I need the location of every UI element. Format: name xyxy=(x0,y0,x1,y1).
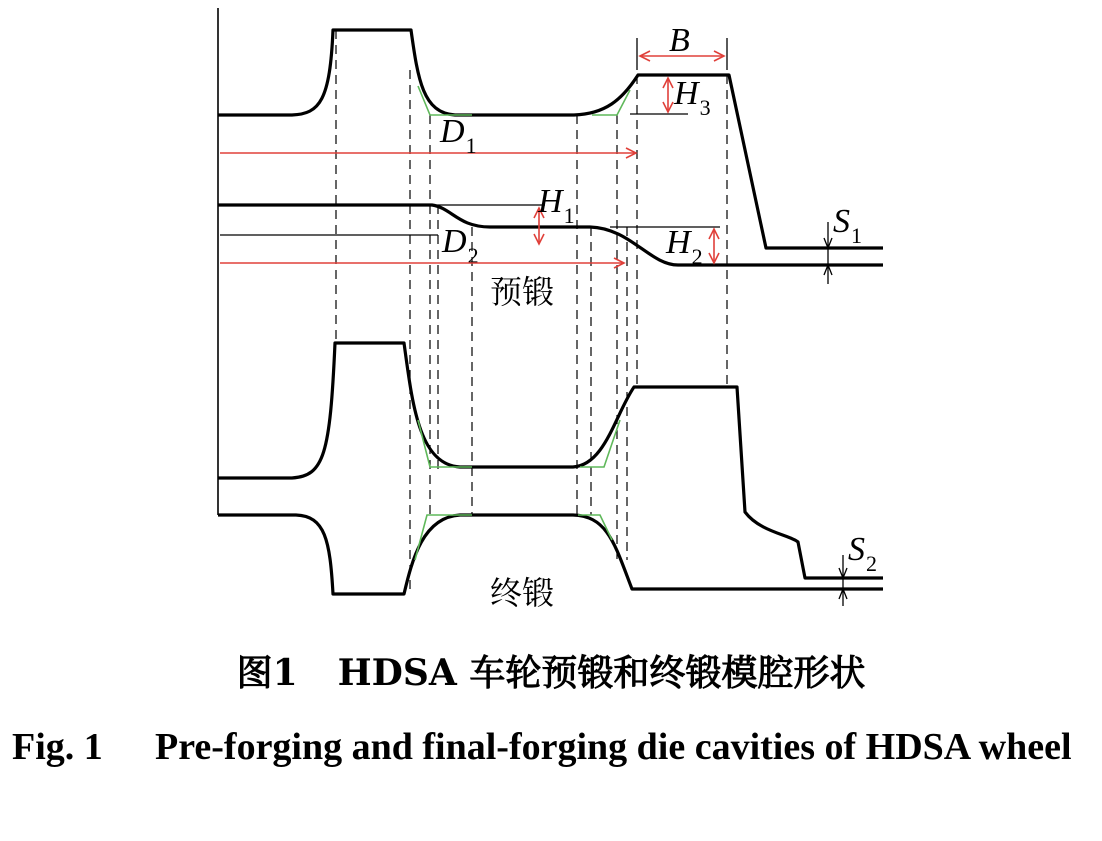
caption-english-number: Fig. 1 xyxy=(12,726,103,768)
label-s1: S1 xyxy=(833,203,862,248)
label-h2: H2 xyxy=(666,224,703,269)
caption-chinese-title: HDSA 车轮预锻和终锻模腔形状 xyxy=(337,652,866,694)
label-b: B xyxy=(669,22,690,59)
caption-chinese-number: 图1 xyxy=(236,652,298,694)
final-forging-upper-die-outline xyxy=(218,343,883,578)
label-s2: S2 xyxy=(848,531,877,576)
caption-english-title: Pre-forging and final-forging die cavities of HDSA wheel xyxy=(155,726,1072,768)
label-h1: H1 xyxy=(538,183,575,228)
preforging-label: 预锻 xyxy=(490,273,555,311)
label-d1: D1 xyxy=(440,113,477,158)
draft-line xyxy=(578,515,612,540)
draft-line xyxy=(418,86,472,115)
caption-chinese xyxy=(0,645,1102,696)
final-forging-label: 终锻 xyxy=(490,574,555,612)
label-d2: D2 xyxy=(442,223,479,268)
label-h3: H3 xyxy=(674,75,711,120)
